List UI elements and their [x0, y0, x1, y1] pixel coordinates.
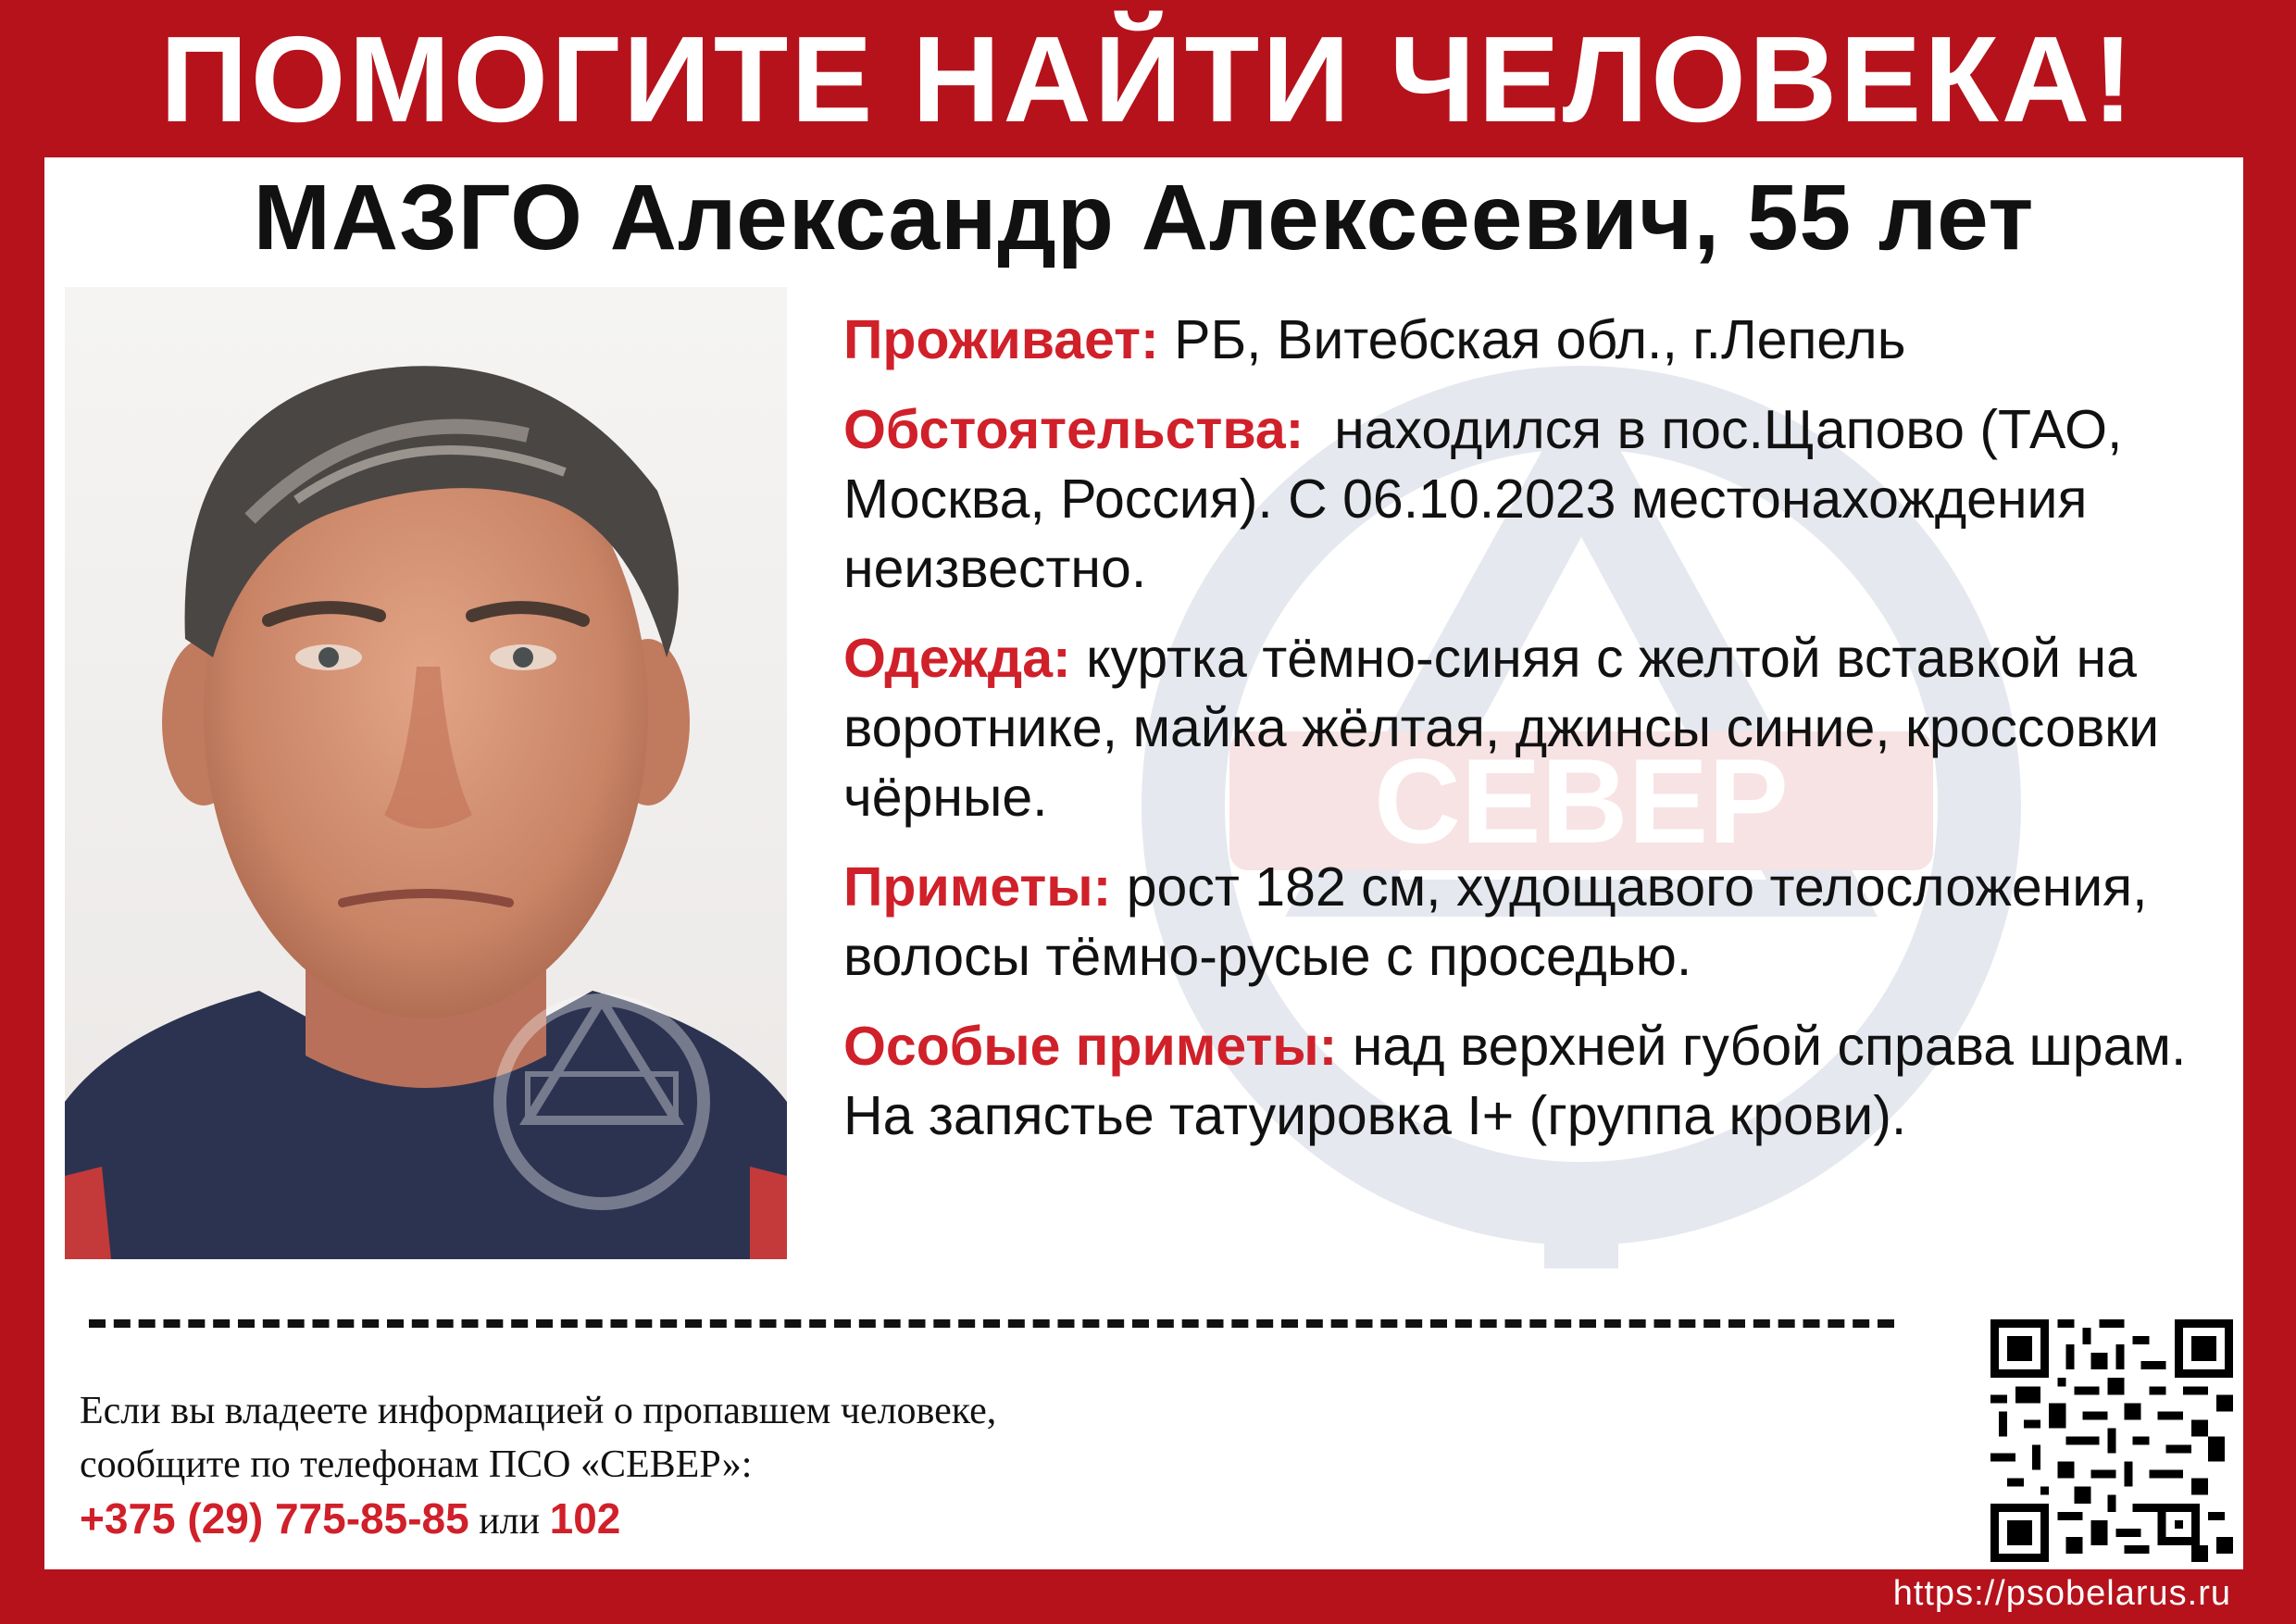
residence-value: РБ, Витебская обл., г.Лепель: [1174, 309, 1906, 370]
clothing-row: [843, 624, 2223, 832]
clothing-value: куртка тёмно-синяя с желтой вставкой на воротнике, майка жёлтая, джинсы синие, кроссовки чёрные.: [843, 628, 2160, 828]
circumstances-row: [843, 395, 2223, 604]
circumstances-label: Обстоятельства:: [843, 399, 1304, 460]
clothing-label: Одежда:: [843, 628, 1071, 689]
features-row: [843, 853, 2223, 992]
dashed-divider: [89, 1319, 1894, 1328]
contact-block: [80, 1384, 1468, 1548]
residence-label: Проживает:: [843, 309, 1159, 370]
contact-phones: [80, 1492, 1468, 1548]
details-block: [843, 306, 2223, 1171]
special-features-label: Особые приметы:: [843, 1016, 1338, 1077]
qr-code-icon[interactable]: [1990, 1319, 2233, 1562]
phone-number-link[interactable]: +375 (29) 775-85-85: [80, 1494, 469, 1543]
missing-person-photo: [65, 287, 787, 1259]
contact-line-1: Если вы владеете информацией о пропавшем человеке,: [80, 1390, 997, 1432]
website-url-link[interactable]: https://psobelarus.ru: [1892, 1574, 2231, 1613]
contact-line-2: сообщите по телефонам ПСО «СЕВЕР»:: [80, 1443, 753, 1486]
poster-sheet: [44, 157, 2243, 1569]
watermark-label: СЕВЕР: [1374, 733, 1789, 868]
special-features-row: [843, 1012, 2223, 1151]
emergency-number-link[interactable]: 102: [549, 1494, 621, 1543]
features-value: рост 182 см, худощавого телосложения, волосы тёмно-русые с проседью.: [843, 856, 2148, 987]
poster-headline: ПОМОГИТЕ НАЙТИ ЧЕЛОВЕКА!: [159, 10, 2137, 147]
phone-separator: или: [479, 1500, 541, 1543]
person-name: МАЗГО Александр Алексеевич, 55 лет: [253, 166, 2035, 269]
special-features-value: над верхней губой справа шрам. На запястье татуировка I+ (группа крови).: [843, 1016, 2187, 1146]
features-label: Приметы:: [843, 856, 1112, 918]
residence-row: [843, 306, 2223, 375]
circumstances-value: находился в пос.Щапово (ТАО, Москва, Россия). С 06.10.2023 местонахождения неизвестно.: [843, 399, 2123, 599]
